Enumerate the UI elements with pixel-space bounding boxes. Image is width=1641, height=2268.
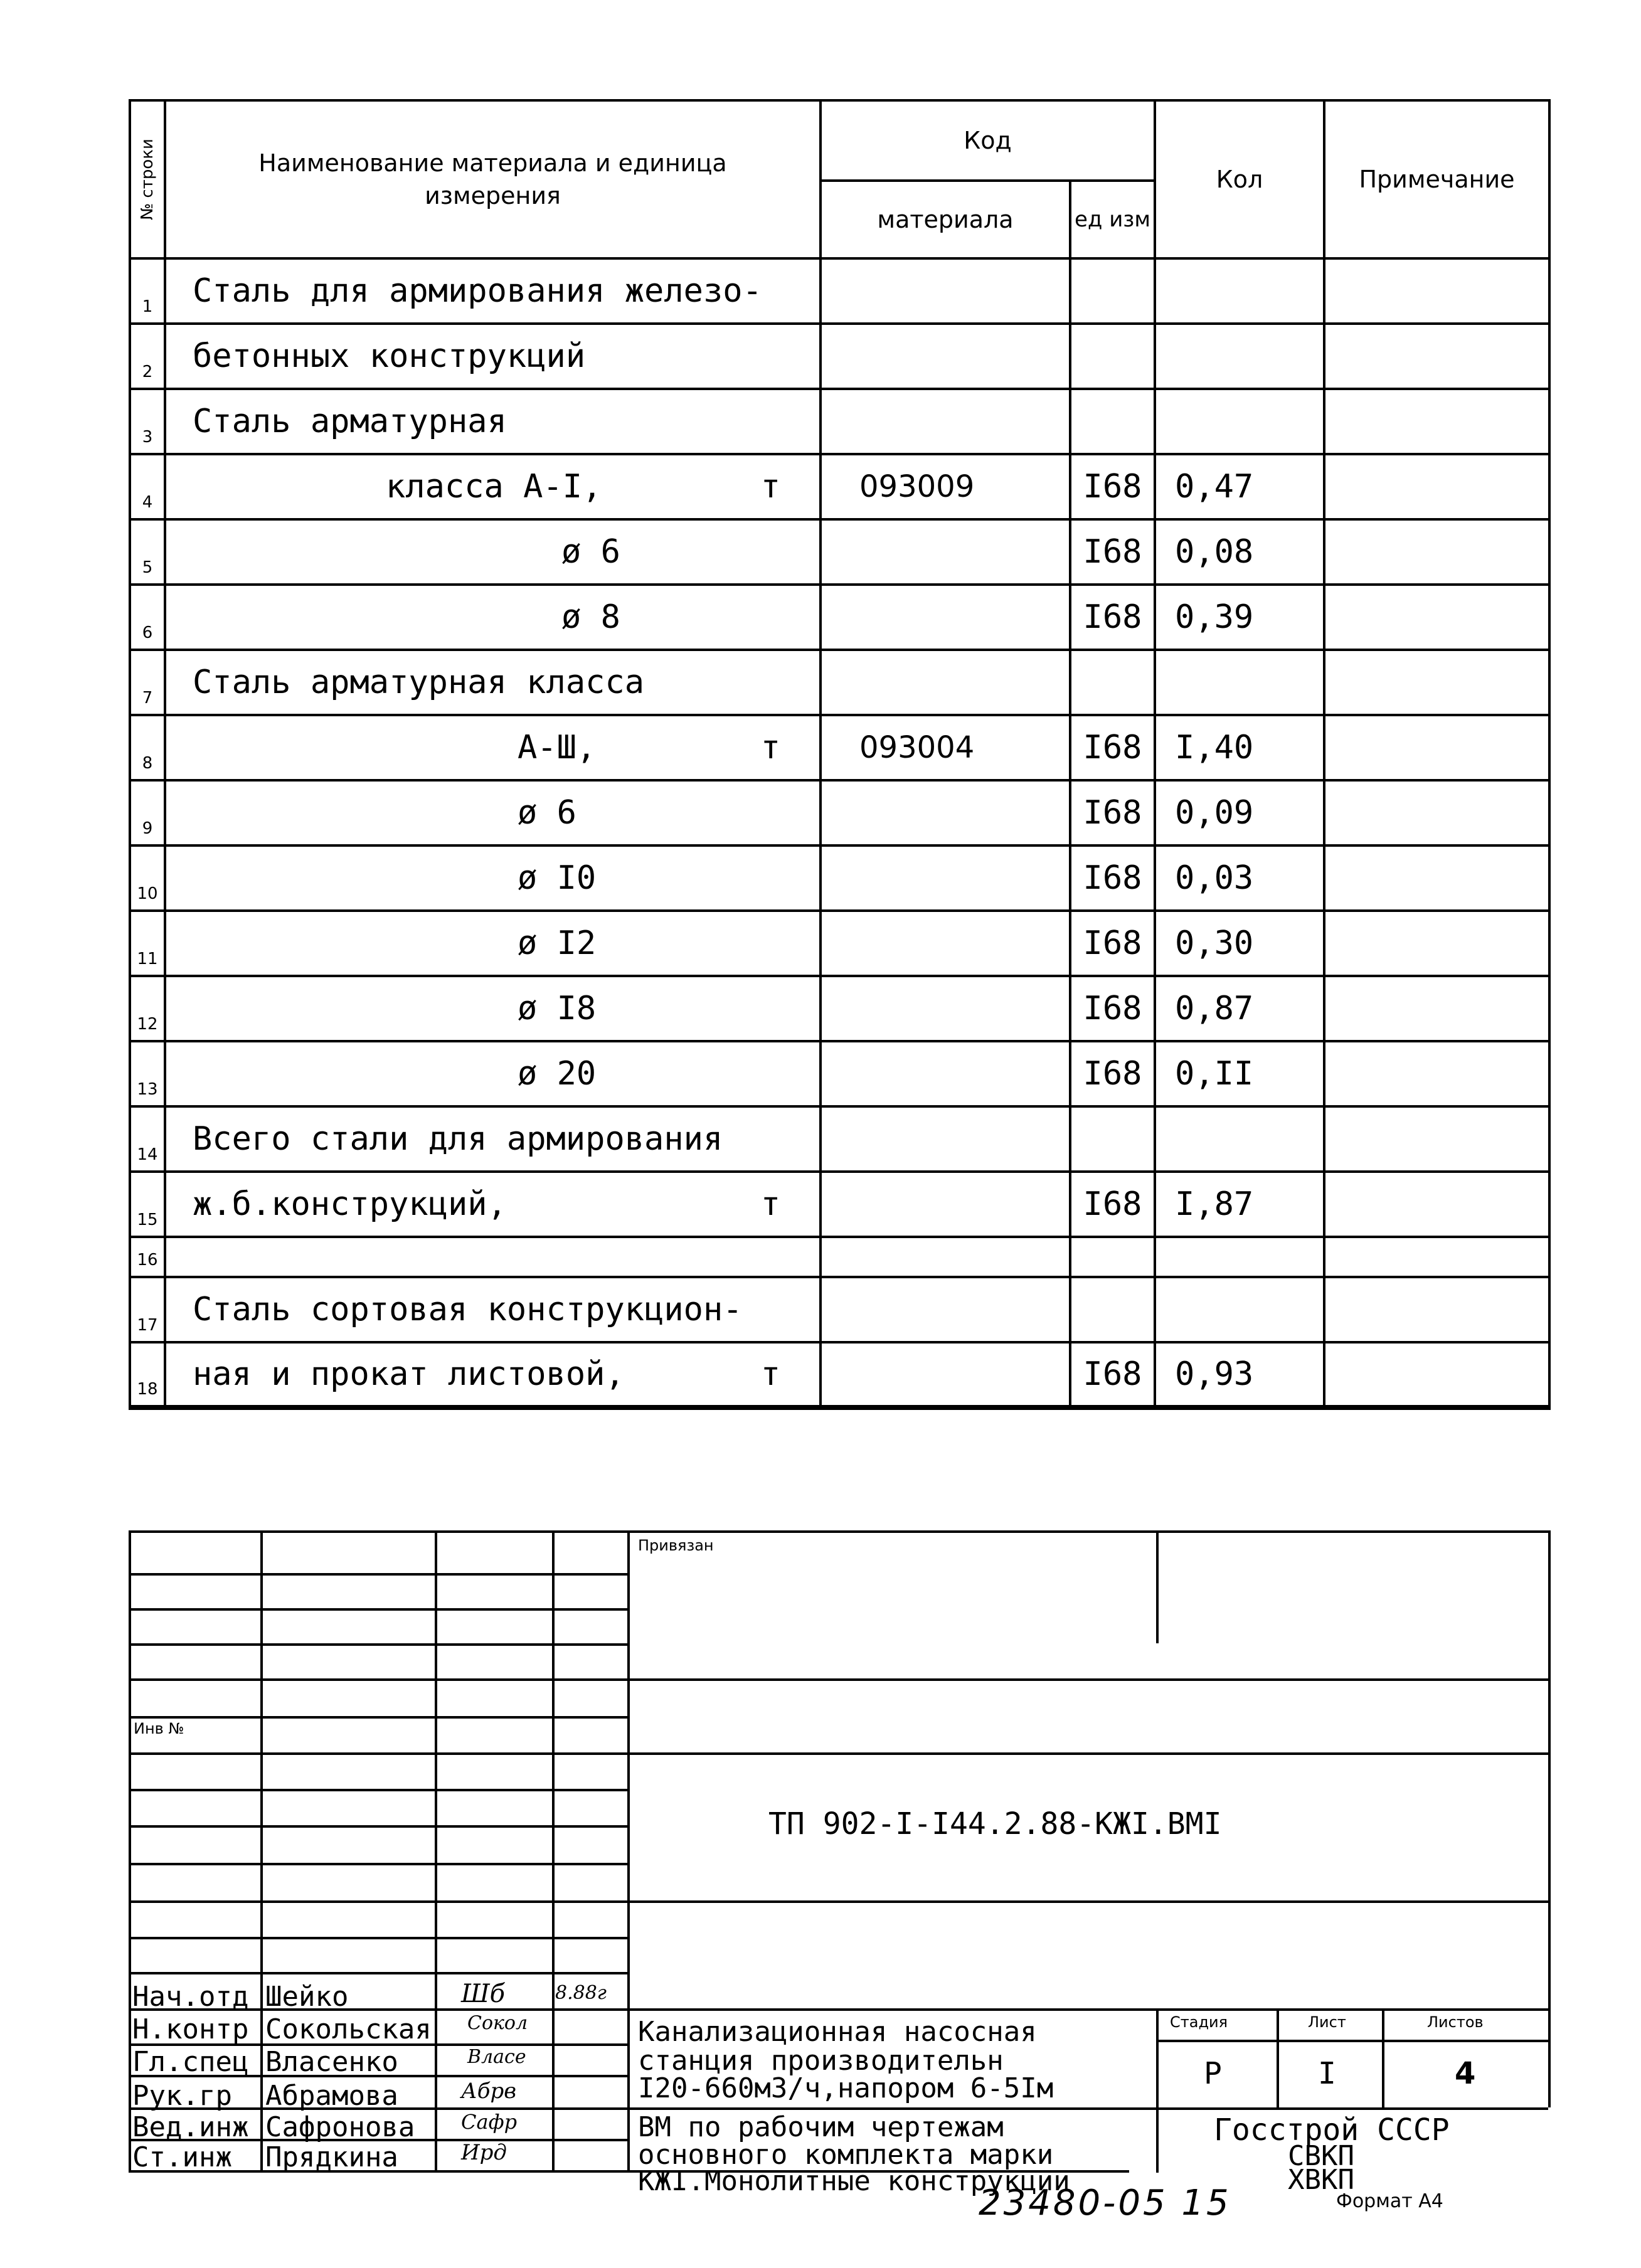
material-name: ø I2 bbox=[165, 911, 820, 976]
project-title-line: Канализационная насосная bbox=[638, 2016, 1037, 2048]
material-code bbox=[820, 1106, 1070, 1172]
material-name: бетонных конструкций bbox=[165, 324, 820, 389]
table-row bbox=[130, 845, 1549, 911]
row-number: 16 bbox=[130, 1237, 165, 1277]
role-label: Нач.отд bbox=[132, 1981, 249, 2013]
person-name: Власенко bbox=[265, 2046, 398, 2078]
row-number: 11 bbox=[130, 911, 165, 976]
role-label: Гл.спец bbox=[132, 2046, 249, 2078]
header-code: Код bbox=[820, 100, 1155, 181]
table-row bbox=[130, 650, 1549, 715]
header-code-unit: ед изм bbox=[1070, 181, 1155, 258]
note bbox=[1324, 1041, 1549, 1106]
signature: Сокол bbox=[467, 2012, 528, 2034]
organization-line: Госстрой СССР bbox=[1214, 2112, 1450, 2148]
note bbox=[1324, 519, 1549, 585]
note bbox=[1324, 976, 1549, 1041]
row-number: 7 bbox=[130, 650, 165, 715]
material-name: класса А-I, т bbox=[165, 454, 820, 519]
unit-code bbox=[1070, 1277, 1155, 1342]
row-number: 18 bbox=[130, 1342, 165, 1407]
table-row bbox=[130, 585, 1549, 650]
quantity bbox=[1155, 1106, 1324, 1172]
signature-date: 8.88г bbox=[555, 1982, 607, 2004]
material-name: ø 6 bbox=[165, 519, 820, 585]
table-row bbox=[130, 976, 1549, 1041]
signature: Шб bbox=[461, 1979, 506, 2008]
quantity bbox=[1155, 650, 1324, 715]
unit-code: I68 bbox=[1070, 780, 1155, 845]
quantity: 0,39 bbox=[1155, 585, 1324, 650]
material-code bbox=[820, 650, 1070, 715]
quantity bbox=[1155, 389, 1324, 454]
material-name: Сталь для армирования железо- bbox=[165, 258, 820, 324]
table-row bbox=[130, 519, 1549, 585]
material-code bbox=[820, 976, 1070, 1041]
row-number: 8 bbox=[130, 715, 165, 780]
row-number: 17 bbox=[130, 1277, 165, 1342]
unit-code bbox=[1070, 258, 1155, 324]
quantity bbox=[1155, 258, 1324, 324]
unit-t: т bbox=[760, 729, 780, 766]
quantity bbox=[1155, 324, 1324, 389]
material-code bbox=[820, 1172, 1070, 1237]
sheet-description-line: основного комплекта марки bbox=[638, 2139, 1054, 2171]
material-code bbox=[820, 780, 1070, 845]
title-block bbox=[129, 1530, 1548, 2197]
header-note: Примечание bbox=[1324, 100, 1549, 258]
quantity bbox=[1155, 1277, 1324, 1342]
unit-code bbox=[1070, 1106, 1155, 1172]
material-code: 093004 bbox=[820, 715, 1070, 780]
person-name: Сокольская bbox=[265, 2013, 432, 2045]
table-row bbox=[130, 389, 1549, 454]
quantity: 0,03 bbox=[1155, 845, 1324, 911]
table-row bbox=[130, 258, 1549, 324]
person-name: Прядкина bbox=[265, 2141, 398, 2173]
unit-code: I68 bbox=[1070, 1041, 1155, 1106]
unit-t: т bbox=[760, 1355, 780, 1393]
quantity bbox=[1155, 1237, 1324, 1277]
material-name: ø 8 bbox=[165, 585, 820, 650]
organization-line: ХВКП bbox=[1288, 2164, 1354, 2196]
table-row bbox=[130, 1041, 1549, 1106]
unit-code: I68 bbox=[1070, 715, 1155, 780]
inventory-number-label: Инв № bbox=[134, 1720, 184, 1737]
sheet-value: I bbox=[1318, 2056, 1336, 2091]
note bbox=[1324, 1277, 1549, 1342]
unit-code: I68 bbox=[1070, 1172, 1155, 1237]
unit-code: I68 bbox=[1070, 585, 1155, 650]
role-label: Вед.инж bbox=[132, 2111, 249, 2143]
stage-label: Стадия bbox=[1170, 2013, 1228, 2031]
row-number: 10 bbox=[130, 845, 165, 911]
material-code bbox=[820, 1237, 1070, 1277]
unit-code: I68 bbox=[1070, 1342, 1155, 1407]
note bbox=[1324, 1237, 1549, 1277]
sheet-description-line: КЖI.Монолитные конструкции bbox=[638, 2165, 1070, 2197]
material-name: Сталь арматурная класса bbox=[165, 650, 820, 715]
table-row bbox=[130, 1342, 1549, 1407]
person-name: Шейко bbox=[265, 1981, 349, 2013]
table-row bbox=[130, 1237, 1549, 1277]
quantity: 0,30 bbox=[1155, 911, 1324, 976]
stage-value: Р bbox=[1204, 2056, 1222, 2091]
signature: Сафр bbox=[461, 2110, 518, 2134]
material-name: ø 20 bbox=[165, 1041, 820, 1106]
sheets-label: Листов bbox=[1427, 2013, 1484, 2031]
unit-code bbox=[1070, 389, 1155, 454]
note bbox=[1324, 780, 1549, 845]
note bbox=[1324, 324, 1549, 389]
sheet-label: Лист bbox=[1308, 2013, 1346, 2031]
quantity: 0,87 bbox=[1155, 976, 1324, 1041]
note bbox=[1324, 258, 1549, 324]
table-row bbox=[130, 454, 1549, 519]
row-number: 13 bbox=[130, 1041, 165, 1106]
note bbox=[1324, 585, 1549, 650]
unit-code: I68 bbox=[1070, 976, 1155, 1041]
material-code bbox=[820, 1277, 1070, 1342]
person-name: Абрамова bbox=[265, 2080, 398, 2112]
archive-number: 23480-05 15 bbox=[979, 2183, 1231, 2223]
note bbox=[1324, 454, 1549, 519]
row-number: 6 bbox=[130, 585, 165, 650]
material-name: Всего стали для армирования bbox=[165, 1106, 820, 1172]
row-number: 9 bbox=[130, 780, 165, 845]
unit-t: т bbox=[760, 468, 780, 506]
material-code bbox=[820, 519, 1070, 585]
material-code bbox=[820, 1342, 1070, 1407]
privyazan-label: Привязан bbox=[638, 1537, 714, 1554]
material-code bbox=[820, 911, 1070, 976]
unit-code: I68 bbox=[1070, 845, 1155, 911]
project-title-line: I20-660м3/ч,напором 6-5Iм bbox=[638, 2072, 1054, 2104]
row-number: 12 bbox=[130, 976, 165, 1041]
quantity: I,40 bbox=[1155, 715, 1324, 780]
note bbox=[1324, 389, 1549, 454]
role-label: Н.контр bbox=[132, 2013, 249, 2045]
unit-code bbox=[1070, 1237, 1155, 1277]
table-row bbox=[130, 1106, 1549, 1172]
unit-code: I68 bbox=[1070, 454, 1155, 519]
quantity: I,87 bbox=[1155, 1172, 1324, 1237]
table-row bbox=[130, 911, 1549, 976]
unit-t: т bbox=[760, 1185, 780, 1223]
row-number: 15 bbox=[130, 1172, 165, 1237]
material-name: Сталь сортовая конструкцион- bbox=[165, 1277, 820, 1342]
row-number: 1 bbox=[130, 258, 165, 324]
quantity: 0,II bbox=[1155, 1041, 1324, 1106]
material-name: ø I8 bbox=[165, 976, 820, 1041]
note bbox=[1324, 845, 1549, 911]
material-name: А-Ш, т bbox=[165, 715, 820, 780]
header-code-material: материала bbox=[820, 181, 1070, 258]
table-row bbox=[130, 324, 1549, 389]
material-code bbox=[820, 324, 1070, 389]
note bbox=[1324, 1106, 1549, 1172]
material-name: Сталь арматурная bbox=[165, 389, 820, 454]
quantity: 0,08 bbox=[1155, 519, 1324, 585]
note bbox=[1324, 1172, 1549, 1237]
material-code: 093009 bbox=[820, 454, 1070, 519]
material-code bbox=[820, 389, 1070, 454]
table-row bbox=[130, 1277, 1549, 1342]
row-number: 14 bbox=[130, 1106, 165, 1172]
sheet-description-line: ВМ по рабочим чертежам bbox=[638, 2111, 1004, 2143]
header-qty: Кол bbox=[1155, 100, 1324, 258]
material-name: ø I0 bbox=[165, 845, 820, 911]
material-code bbox=[820, 585, 1070, 650]
document-code: ТП 902-I-I44.2.88-КЖI.ВМI bbox=[768, 1806, 1222, 1841]
row-number: 4 bbox=[130, 454, 165, 519]
role-label: Ст.инж bbox=[132, 2141, 232, 2173]
signature: Ирд bbox=[461, 2140, 507, 2165]
material-name: ная и прокат листовой, т bbox=[165, 1342, 820, 1407]
table-row bbox=[130, 715, 1549, 780]
unit-code bbox=[1070, 650, 1155, 715]
person-name: Сафронова bbox=[265, 2111, 415, 2143]
quantity: 0,09 bbox=[1155, 780, 1324, 845]
unit-code: I68 bbox=[1070, 911, 1155, 976]
material-name: ø 6 bbox=[165, 780, 820, 845]
note bbox=[1324, 911, 1549, 976]
sheets-value: 4 bbox=[1455, 2056, 1476, 2091]
quantity: 0,47 bbox=[1155, 454, 1324, 519]
header-name: Наименование материала и единица измерения bbox=[165, 100, 820, 258]
specification-table bbox=[129, 99, 1551, 1410]
material-name bbox=[165, 1237, 820, 1277]
material-code bbox=[820, 258, 1070, 324]
signature: Абрв bbox=[461, 2079, 517, 2104]
unit-code bbox=[1070, 324, 1155, 389]
unit-code: I68 bbox=[1070, 519, 1155, 585]
material-name: ж.б.конструкций, т bbox=[165, 1172, 820, 1237]
quantity: 0,93 bbox=[1155, 1342, 1324, 1407]
note bbox=[1324, 1342, 1549, 1407]
row-number: 2 bbox=[130, 324, 165, 389]
role-label: Рук.гр bbox=[132, 2080, 232, 2112]
material-code bbox=[820, 845, 1070, 911]
note bbox=[1324, 650, 1549, 715]
paper-format: Формат А4 bbox=[1336, 2190, 1443, 2212]
row-number: 3 bbox=[130, 389, 165, 454]
table-row bbox=[130, 780, 1549, 845]
organization-line: СВКП bbox=[1288, 2140, 1354, 2172]
table-row bbox=[130, 1172, 1549, 1237]
header-rownum: № строки bbox=[130, 100, 165, 258]
project-title-line: станция производительн bbox=[638, 2045, 1004, 2077]
note bbox=[1324, 715, 1549, 780]
material-code bbox=[820, 1041, 1070, 1106]
row-number: 5 bbox=[130, 519, 165, 585]
signature: Власе bbox=[467, 2046, 526, 2068]
